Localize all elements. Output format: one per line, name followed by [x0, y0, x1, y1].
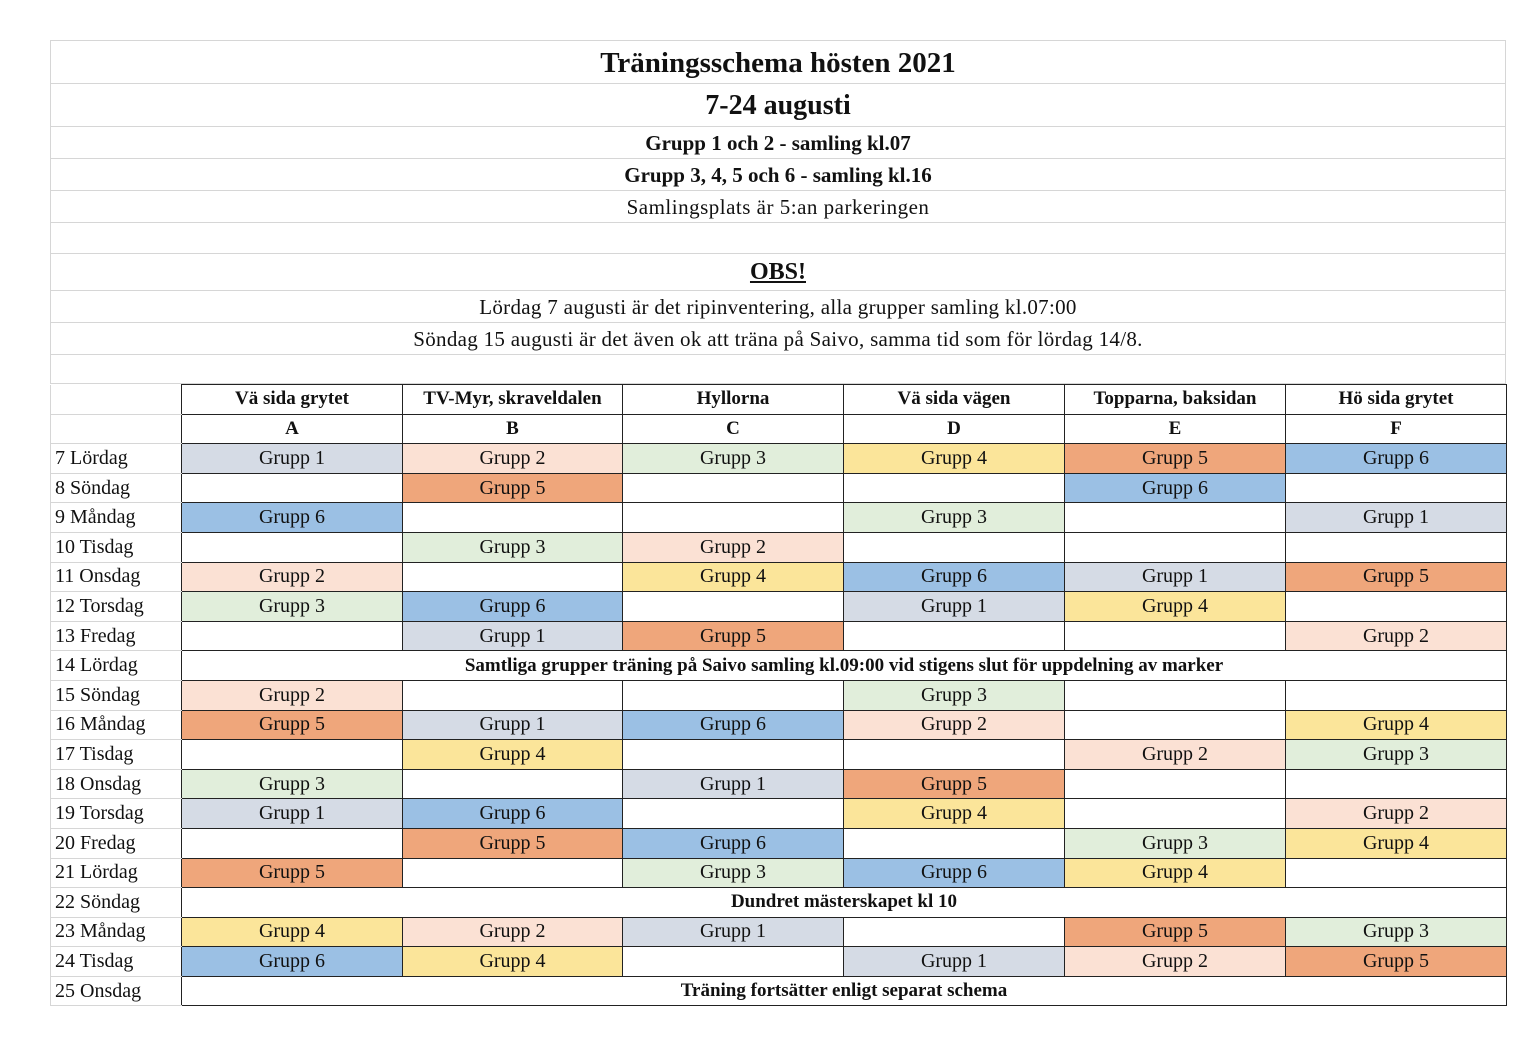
day-label: 22 Söndag [51, 888, 182, 918]
group-cell [623, 592, 844, 622]
group-cell [1286, 680, 1507, 710]
group-cell: Grupp 3 [182, 592, 403, 622]
group-cell [844, 917, 1065, 947]
group-cell: Grupp 1 [623, 769, 844, 799]
schedule-sheet [50, 40, 1506, 1006]
group-cell: Grupp 5 [623, 621, 844, 651]
group-cell: Grupp 3 [403, 532, 623, 562]
group-3-6-info: Grupp 3, 4, 5 och 6 - samling kl.16 [50, 159, 1506, 191]
table-row [51, 799, 1507, 829]
day-label: 20 Fredag [51, 828, 182, 858]
column-letter-row [51, 414, 1507, 444]
group-cell: Grupp 4 [1065, 592, 1286, 622]
table-row [51, 858, 1507, 888]
group-cell: Grupp 1 [623, 917, 844, 947]
column-letter-header: C [623, 414, 844, 444]
table-row [51, 947, 1507, 977]
note-saturday: Lördag 7 augusti är det ripinventering, alla grupper samling kl.07:00 [50, 291, 1506, 323]
table-row [51, 592, 1507, 622]
table-row [51, 828, 1507, 858]
group-cell [1286, 858, 1507, 888]
group-cell: Grupp 4 [844, 799, 1065, 829]
group-cell [1286, 592, 1507, 622]
group-cell: Grupp 4 [1286, 710, 1507, 740]
group-cell [403, 680, 623, 710]
group-cell: Grupp 6 [623, 710, 844, 740]
group-cell: Grupp 4 [844, 444, 1065, 474]
group-cell: Grupp 3 [844, 503, 1065, 533]
group-cell [182, 740, 403, 770]
group-cell: Grupp 1 [182, 444, 403, 474]
group-cell: Grupp 2 [182, 562, 403, 592]
column-name-header: Hyllorna [623, 385, 844, 415]
group-cell: Grupp 6 [623, 828, 844, 858]
group-cell [623, 947, 844, 977]
group-cell: Grupp 6 [403, 799, 623, 829]
group-cell [623, 503, 844, 533]
group-cell: Grupp 4 [403, 740, 623, 770]
column-name-header: Hö sida grytet [1286, 385, 1507, 415]
table-row [51, 917, 1507, 947]
group-cell: Grupp 4 [182, 917, 403, 947]
group-cell: Grupp 6 [403, 592, 623, 622]
table-row [51, 532, 1507, 562]
group-cell: Grupp 5 [1286, 947, 1507, 977]
header-corner [51, 414, 182, 444]
group-cell: Grupp 6 [182, 947, 403, 977]
group-cell [623, 740, 844, 770]
group-cell: Grupp 1 [844, 947, 1065, 977]
group-cell [1286, 473, 1507, 503]
group-cell: Grupp 4 [1286, 828, 1507, 858]
group-cell: Grupp 1 [844, 592, 1065, 622]
group-cell [182, 828, 403, 858]
group-cell: Grupp 3 [844, 680, 1065, 710]
group-cell: Grupp 6 [182, 503, 403, 533]
group-cell: Grupp 6 [1065, 473, 1286, 503]
group-cell: Grupp 2 [1286, 799, 1507, 829]
group-cell [623, 473, 844, 503]
group-cell: Grupp 5 [403, 828, 623, 858]
group-cell: Grupp 2 [1065, 947, 1286, 977]
meeting-place: Samlingsplats är 5:an parkeringen [50, 191, 1506, 223]
schedule-table [50, 384, 1507, 1006]
note-sunday: Söndag 15 augusti är det även ok att träna på Saivo, samma tid som för lördag 14/8. [50, 323, 1506, 355]
obs-heading [50, 254, 1506, 291]
group-cell: Grupp 3 [1286, 917, 1507, 947]
group-cell [1065, 532, 1286, 562]
group-cell: Grupp 3 [182, 769, 403, 799]
column-letter-header: E [1065, 414, 1286, 444]
group-cell: Grupp 5 [182, 858, 403, 888]
group-cell [403, 503, 623, 533]
day-label: 21 Lördag [51, 858, 182, 888]
all-groups-note: Träning fortsätter enligt separat schema [182, 976, 1507, 1006]
day-label: 25 Onsdag [51, 976, 182, 1006]
date-range: 7-24 augusti [50, 84, 1506, 127]
group-cell: Grupp 2 [182, 680, 403, 710]
day-label: 7 Lördag [51, 444, 182, 474]
table-row [51, 680, 1507, 710]
day-label: 13 Fredag [51, 621, 182, 651]
group-cell [844, 828, 1065, 858]
group-cell: Grupp 1 [403, 710, 623, 740]
table-row [51, 621, 1507, 651]
group-cell: Grupp 6 [1286, 444, 1507, 474]
header-corner [51, 385, 182, 415]
group-cell: Grupp 4 [1065, 858, 1286, 888]
group-cell [403, 769, 623, 799]
day-label: 19 Torsdag [51, 799, 182, 829]
table-row [51, 473, 1507, 503]
all-groups-note: Dundret mästerskapet kl 10 [182, 888, 1507, 918]
group-cell: Grupp 5 [1065, 917, 1286, 947]
column-letter-header: D [844, 414, 1065, 444]
group-cell: Grupp 4 [403, 947, 623, 977]
day-label: 24 Tisdag [51, 947, 182, 977]
day-label: 12 Torsdag [51, 592, 182, 622]
day-label: 8 Söndag [51, 473, 182, 503]
page-title: Träningsschema hösten 2021 [50, 40, 1506, 84]
table-row [51, 976, 1507, 1006]
group-cell: Grupp 1 [1286, 503, 1507, 533]
group-cell [1065, 710, 1286, 740]
column-letter-header: A [182, 414, 403, 444]
group-cell: Grupp 3 [1065, 828, 1286, 858]
group-cell [182, 532, 403, 562]
obs-label: OBS! [749, 259, 806, 285]
group-cell: Grupp 2 [1065, 740, 1286, 770]
group-cell: Grupp 4 [623, 562, 844, 592]
group-cell [623, 799, 844, 829]
group-cell: Grupp 2 [1286, 621, 1507, 651]
blank-row [50, 355, 1506, 384]
day-label: 17 Tisdag [51, 740, 182, 770]
table-row [51, 651, 1507, 681]
group-cell [182, 473, 403, 503]
table-row [51, 444, 1507, 474]
column-letter-header: F [1286, 414, 1507, 444]
group-cell [844, 621, 1065, 651]
group-cell: Grupp 2 [403, 444, 623, 474]
group-cell: Grupp 3 [1286, 740, 1507, 770]
group-cell: Grupp 3 [623, 858, 844, 888]
group-cell: Grupp 5 [182, 710, 403, 740]
table-row [51, 769, 1507, 799]
column-name-header: Vä sida grytet [182, 385, 403, 415]
group-cell [1286, 769, 1507, 799]
day-label: 16 Måndag [51, 710, 182, 740]
group-cell: Grupp 5 [1286, 562, 1507, 592]
group-cell [1065, 680, 1286, 710]
group-cell: Grupp 6 [844, 562, 1065, 592]
group-cell: Grupp 3 [623, 444, 844, 474]
group-cell: Grupp 1 [403, 621, 623, 651]
group-cell [623, 680, 844, 710]
group-cell [403, 858, 623, 888]
day-label: 23 Måndag [51, 917, 182, 947]
group-cell [844, 473, 1065, 503]
group-cell [1065, 503, 1286, 533]
table-row [51, 710, 1507, 740]
day-label: 10 Tisdag [51, 532, 182, 562]
group-cell: Grupp 2 [844, 710, 1065, 740]
day-label: 9 Måndag [51, 503, 182, 533]
group-cell [844, 532, 1065, 562]
all-groups-note: Samtliga grupper träning på Saivo samling kl.09:00 vid stigens slut för uppdelning av marker [182, 651, 1507, 681]
group-cell [182, 621, 403, 651]
table-row [51, 562, 1507, 592]
column-letter-header: B [403, 414, 623, 444]
column-name-header: Vä sida vägen [844, 385, 1065, 415]
group-cell [1286, 532, 1507, 562]
group-cell [403, 562, 623, 592]
column-name-header: TV-Myr, skraveldalen [403, 385, 623, 415]
group-cell: Grupp 5 [844, 769, 1065, 799]
day-label: 14 Lördag [51, 651, 182, 681]
blank-row [50, 223, 1506, 254]
group-cell [1065, 799, 1286, 829]
group-cell: Grupp 2 [403, 917, 623, 947]
day-label: 11 Onsdag [51, 562, 182, 592]
group-cell: Grupp 6 [844, 858, 1065, 888]
group-cell [1065, 769, 1286, 799]
column-header-row [51, 385, 1507, 415]
group-cell [1065, 621, 1286, 651]
group-cell: Grupp 1 [182, 799, 403, 829]
table-row [51, 888, 1507, 918]
group-cell [844, 740, 1065, 770]
column-name-header: Topparna, baksidan [1065, 385, 1286, 415]
group-cell: Grupp 5 [1065, 444, 1286, 474]
group-cell: Grupp 2 [623, 532, 844, 562]
day-label: 18 Onsdag [51, 769, 182, 799]
group-1-2-info: Grupp 1 och 2 - samling kl.07 [50, 127, 1506, 159]
table-row [51, 740, 1507, 770]
group-cell: Grupp 1 [1065, 562, 1286, 592]
table-row [51, 503, 1507, 533]
group-cell: Grupp 5 [403, 473, 623, 503]
day-label: 15 Söndag [51, 680, 182, 710]
